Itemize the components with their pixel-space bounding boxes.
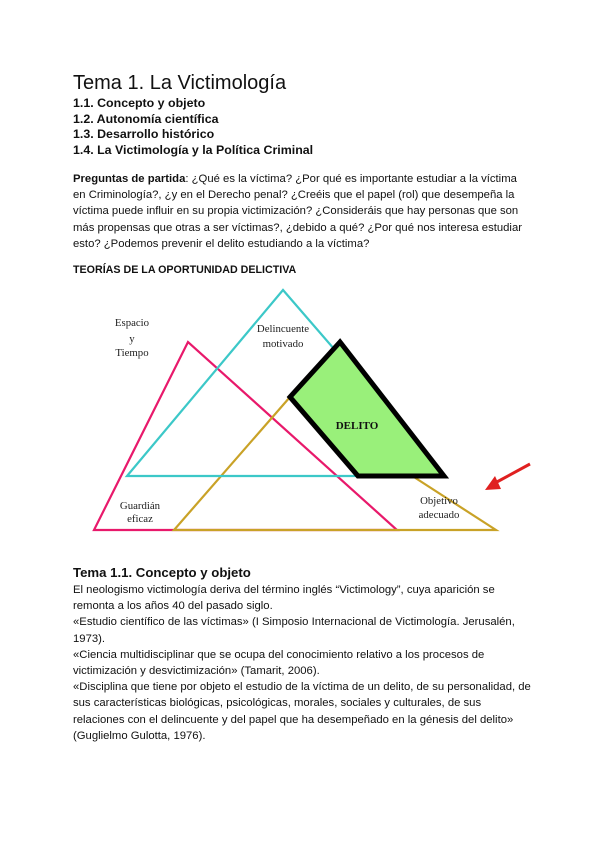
section-body xyxy=(73,582,533,744)
body-paragraph: «Disciplina que tiene por objeto el estudio de la víctima de un delito, de su personalidad, de sus características biológicas, psicológicas, morales, sociales y culturales, de sus relaciones con el delincuente y del papel que ha desempeñado en la génesis del delito» (Guglielmo Gulotta, 1976). xyxy=(73,681,531,742)
red-arrow-head xyxy=(485,476,501,490)
label-adecuado: adecuado xyxy=(418,509,460,521)
body-paragraph: «Estudio científico de las víctimas» (I Simposio Internacional de Victimología. Jerusalén, 1973). xyxy=(73,616,515,645)
intro-text: : ¿Qué es la víctima? ¿Por qué es importante estudiar a la víctima en Criminología?, ¿y en el Derecho penal? ¿Creéis que el papel (rol) que desempeña la víctima puede influir en su propia victimización? ¿Consideráis que hay personas que son más propensas que otras a ser víctimas?, ¿debido a qué? ¿Por qué nos interesa estudiar esto? ¿Podemos prevenir el delito estudiando a la víctima? xyxy=(73,173,522,250)
label-tiempo: Tiempo xyxy=(115,347,149,359)
page-title: Tema 1. La Victimología xyxy=(73,72,287,94)
toc-item: 1.4. La Victimología y la Política Criminal xyxy=(73,142,314,157)
table-of-contents xyxy=(73,96,313,158)
body-paragraph: «Ciencia multidisciplinar que se ocupa del conocimiento relativo a los procesos de victimización y desvictimización» (Tamarit, 2006). xyxy=(73,648,485,678)
body-paragraph: El neologismo victimología deriva del término inglés “Victimology”, cuya aparición se remonta a los años 40 del pasado siglo. xyxy=(73,584,495,613)
label-eficaz: eficaz xyxy=(127,513,153,525)
label-y: y xyxy=(129,333,135,345)
label-motivado: motivado xyxy=(262,338,304,350)
theory-heading: TEORÍAS DE LA OPORTUNIDAD DELICTIVA xyxy=(73,264,297,276)
intro-paragraph xyxy=(73,171,528,252)
crime-triangle-diagram xyxy=(70,285,540,540)
toc-item: 1.2. Autonomía científica xyxy=(73,111,219,126)
label-objetivo: Objetivo xyxy=(420,495,458,507)
toc-item: 1.3. Desarrollo histórico xyxy=(73,127,215,142)
label-guardian: Guardián xyxy=(119,500,161,512)
intro-lead: Preguntas de partida xyxy=(73,173,186,185)
section-title: Tema 1.1. Concepto y objeto xyxy=(73,565,251,580)
label-delincuente: Delincuente xyxy=(256,323,310,335)
red-arrow-line xyxy=(495,464,530,483)
label-espacio: Espacio xyxy=(114,317,150,329)
toc-item: 1.1. Concepto y objeto xyxy=(73,96,206,110)
label-delito: DELITO xyxy=(335,420,379,432)
